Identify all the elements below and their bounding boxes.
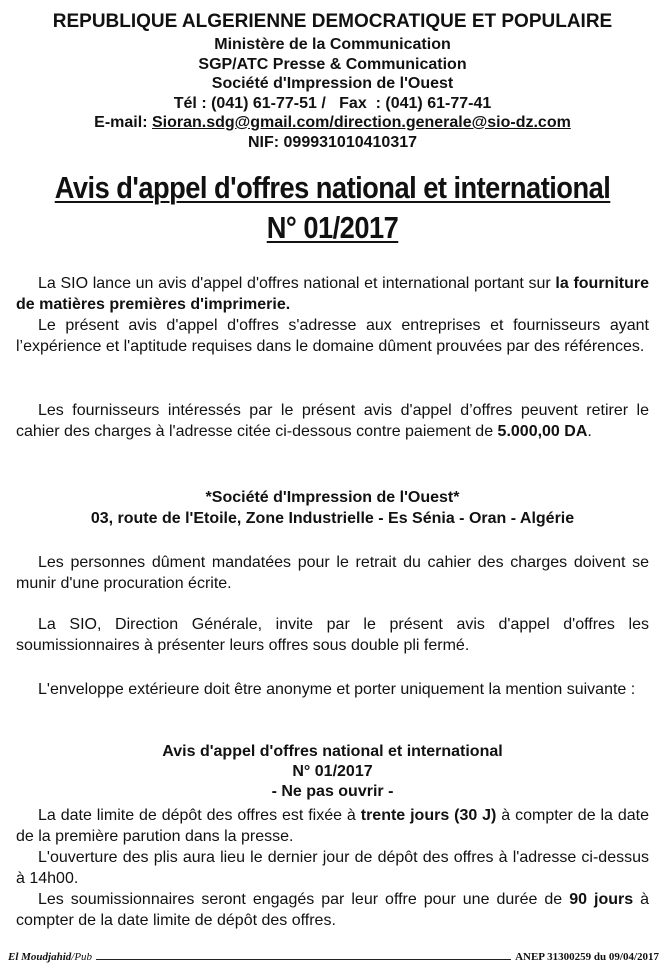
paragraph-withdrawal-text: Les fournisseurs intéressés par le présent avis d'appel d’offres peuvent retirer le cahier des charges à l'adresse citée ci-dessous contre paiement de xyxy=(16,402,649,440)
pub-label: /Pub xyxy=(71,951,93,963)
email-link[interactable]: Sioran.sdg@gmail.com/direction.generale@sio-dz.com xyxy=(151,114,571,131)
mention-number: N° 01/2017 xyxy=(292,763,373,780)
nif-line: NIF: 099931010410317 xyxy=(247,133,418,151)
republic-heading: REPUBLIQUE ALGERIENNE DEMOCRATIQUE ET POPULAIRE xyxy=(52,11,613,32)
footer-rule xyxy=(96,959,511,960)
paragraph-intro-text: La SIO lance un avis d'appel d'offres national et international portant sur xyxy=(38,275,556,292)
notice-title-line1: Avis d'appel d'offres national et international xyxy=(54,170,611,205)
paragraph-validity xyxy=(16,889,649,931)
validity-duration: 90 jours xyxy=(569,891,634,908)
email-line xyxy=(0,113,665,133)
invitation-block xyxy=(16,614,649,656)
paragraph-opening: L'ouverture des plis aura lieu le dernier jour de dépôt des offres à l'adresse ci-dessus à 14h00. xyxy=(16,849,649,887)
address-street: 03, route de l'Etoile, Zone Industrielle - Es Sénia - Oran - Algérie xyxy=(90,510,575,527)
paragraph-intro-subject: la fourniture de matières premières d'imprimerie. xyxy=(16,275,649,313)
email-label: E-mail: xyxy=(94,114,152,131)
paragraph-deadline xyxy=(16,805,649,847)
mention-do-not-open: - Ne pas ouvrir - xyxy=(271,783,394,800)
paragraph-withdrawal xyxy=(16,400,649,442)
paragraph-withdrawal-end: . xyxy=(587,423,592,440)
newspaper-credit xyxy=(8,950,92,964)
deadline-duration: trente jours (30 J) xyxy=(360,807,497,824)
withdrawal-fee: 5.000,00 DA xyxy=(497,423,588,440)
address-block xyxy=(16,487,649,529)
publication-footer xyxy=(8,950,659,964)
mandate-block xyxy=(16,552,649,594)
paragraph-invitation: La SIO, Direction Générale, invite par le présent avis d'appel d'offres les soumissionnaires à présenter leurs offres sous double pli fermé. xyxy=(16,616,649,654)
mention-block xyxy=(16,742,649,802)
company-line: Société d'Impression de l'Ouest xyxy=(211,75,454,92)
paragraph-deadline-end: à compter de la date de la première parution dans la presse. xyxy=(16,807,649,845)
letterhead xyxy=(0,9,665,152)
withdrawal-block xyxy=(16,400,649,442)
paragraph-validity-end: à compter de la date limite de dépôt des offres. xyxy=(16,891,650,929)
address-company: *Société d'Impression de l'Ouest* xyxy=(205,489,460,506)
mention-title: Avis d'appel d'offres national et international xyxy=(162,743,503,760)
sgp-line: SGP/ATC Presse & Communication xyxy=(198,55,467,73)
envelope-block xyxy=(16,679,649,700)
ministry-line: Ministère de la Communication xyxy=(214,36,451,53)
paragraph-mandate: Les personnes dûment mandatées pour le retrait du cahier des charges doivent se munir d'une procuration écrite. xyxy=(16,554,649,592)
paragraph-envelope: L'enveloppe extérieure doit être anonyme et porter uniquement la mention suivante : xyxy=(38,681,636,698)
paragraph-eligibility: Le présent avis d'appel d'offres s'adresse aux entreprises et fournisseurs ayant l’expérience et l'aptitude requises dans le domaine dûment prouvées par des références. xyxy=(16,317,649,355)
paragraph-deadline-text: La date limite de dépôt des offres est fixée à xyxy=(38,807,361,824)
anep-reference: ANEP 31300259 du 09/04/2017 xyxy=(515,951,659,963)
notice-number: N° 01/2017 xyxy=(266,210,399,245)
notice-title xyxy=(40,168,625,248)
newspaper-name: El Moudjahid xyxy=(8,951,72,963)
paragraph-validity-text: Les soumissionnaires seront engagés par leur offre pour une durée de xyxy=(38,891,570,908)
phone-fax-line: Tél : (041) 61-77-51 / Fax : (041) 61-77-41 xyxy=(173,94,492,112)
deadlines-block xyxy=(16,805,649,931)
paragraph-intro xyxy=(16,273,649,315)
intro-block xyxy=(16,273,649,357)
